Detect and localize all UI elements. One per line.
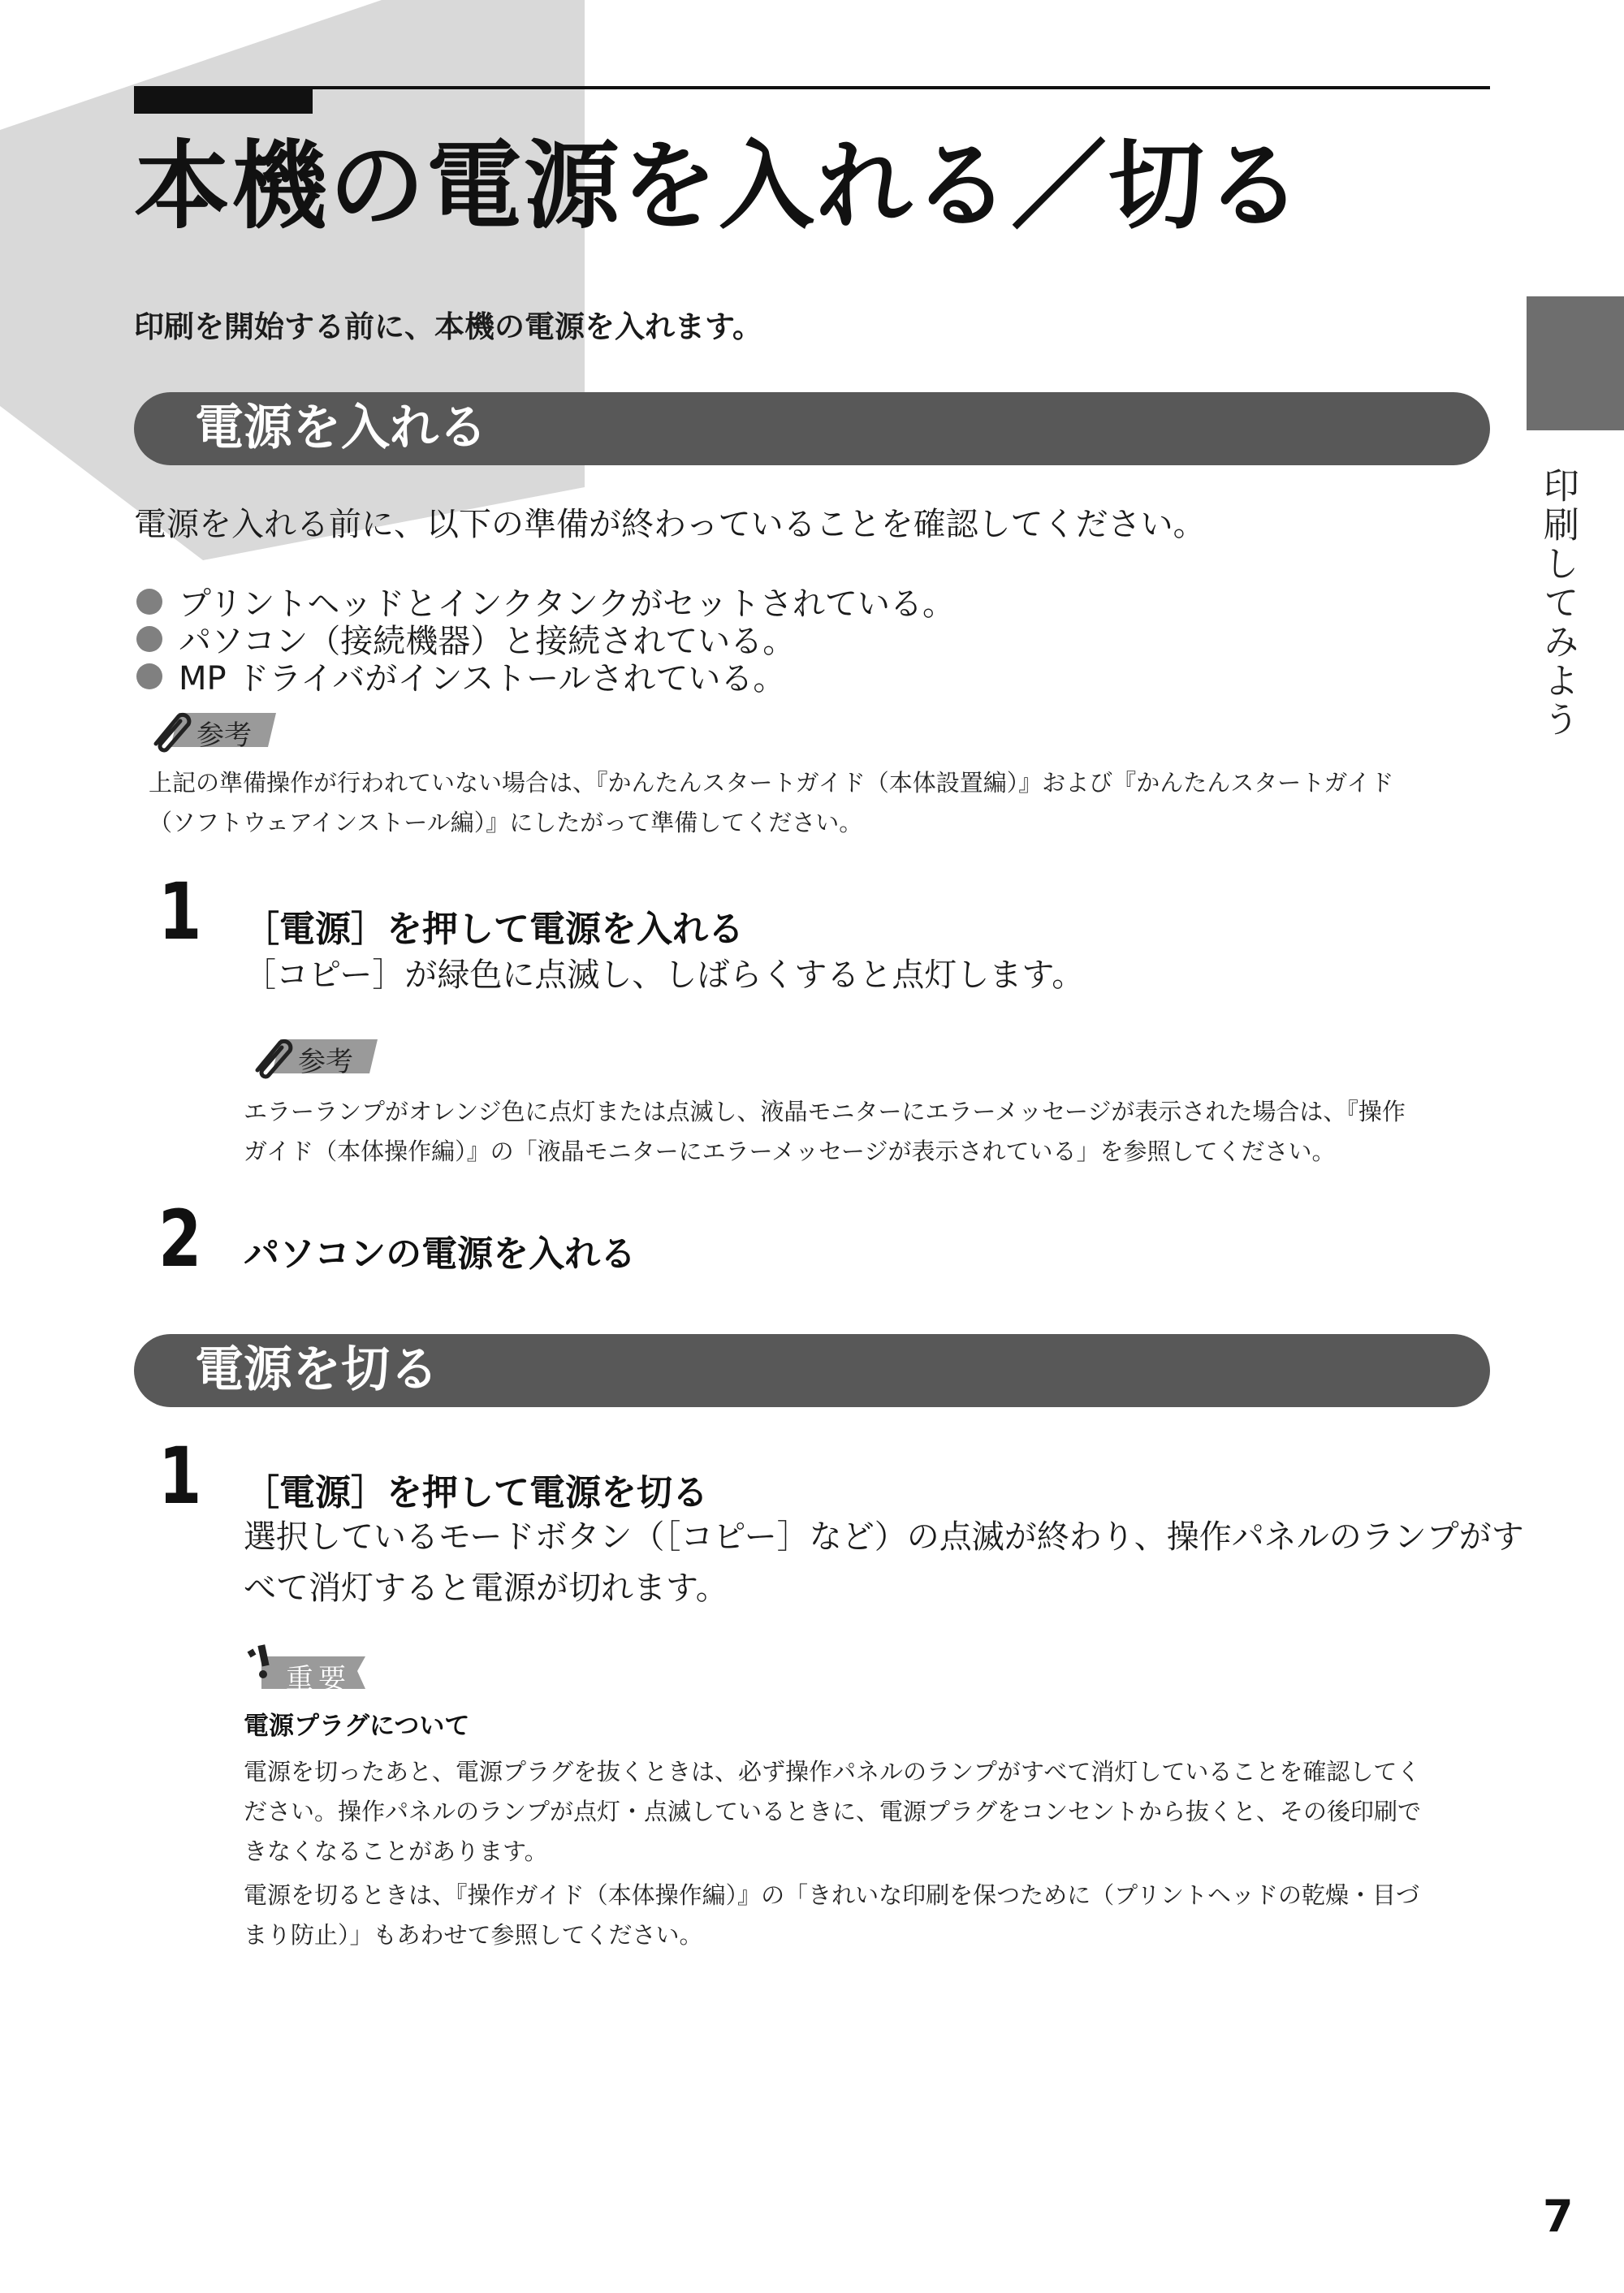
intro-text: 印刷を開始する前に、本機の電源を入れます。 [134, 309, 763, 344]
note-text [244, 1092, 1406, 1172]
header-rule [134, 86, 1490, 89]
list-item-text: パソコン（接続機器）と接続されている。 [179, 623, 796, 660]
section-lead: 電源を入れる前に、以下の準備が終わっていることを確認してください。 [134, 506, 1206, 543]
step-body-line: 選択しているモードボタン（［コピー］など）の点滅が終わり、操作パネルのランプがす [244, 1518, 1524, 1556]
bullet-icon [136, 663, 162, 689]
list-item-text: プリントヘッドとインクタンクがセットされている。 [179, 585, 955, 623]
note-line: ださい。操作パネルのランプが点灯・点滅しているときに、電源プラグをコンセントから抜くと、その後印刷で [244, 1798, 1422, 1825]
note-line: まり防止）」もあわせて参照してください。 [244, 1921, 703, 1949]
chapter-tab [1527, 296, 1624, 430]
important-paragraph [244, 1876, 1419, 1955]
chapter-tab-label: 印刷してみよう [1537, 467, 1579, 740]
note-line: （ソフトウェアインストール編）』にしたがって準備してください。 [149, 809, 863, 836]
step-number: 2 [158, 1194, 202, 1285]
note-line: 電源を切るときは、『操作ガイド（本体操作編）』の「きれいな印刷を保つために（プリントヘッドの乾燥・目づ [244, 1881, 1419, 1909]
step-body-line: べて消灯すると電源が切れます。 [244, 1570, 728, 1607]
note-badge [248, 1031, 378, 1082]
page-title: 本機の電源を入れる／切る [134, 130, 1304, 242]
important-label: 重要 [286, 1663, 351, 1695]
note-label: 参考 [197, 719, 252, 752]
note-line: ガイド（本体操作編）』の「液晶モニターにエラーメッセージが表示されている」を参照してください。 [244, 1138, 1336, 1165]
note-line: 上記の準備操作が行われていない場合は、『かんたんスタートガイド（本体設置編）』および『かんたんスタートガイド [149, 769, 1394, 797]
important-badge [244, 1642, 374, 1697]
important-heading: 電源プラグについて [244, 1712, 470, 1741]
note-badge [146, 705, 276, 755]
section-title-power-off: 電源を切る [195, 1341, 438, 1398]
step-heading: ［電源］を押して電源を切る [244, 1472, 708, 1514]
note-text [149, 763, 1394, 843]
step-heading: パソコンの電源を入れる [244, 1233, 637, 1275]
list-item [136, 653, 785, 699]
header-accent-bar [134, 88, 313, 114]
step-body: ［コピー］が緑色に点滅し、しばらくすると点灯します。 [244, 956, 1085, 994]
step-heading: ［電源］を押して電源を入れる [244, 909, 744, 950]
important-paragraph [244, 1752, 1421, 1872]
page-number: 7 [1543, 2191, 1574, 2242]
step-number: 1 [158, 866, 202, 957]
note-label: 参考 [298, 1046, 353, 1078]
section-title-power-on: 電源を入れる [195, 399, 487, 456]
note-line: エラーランプがオレンジ色に点灯または点滅し、液晶モニターにエラーメッセージが表示された場合は、『操作 [244, 1098, 1406, 1125]
step-number: 1 [158, 1431, 202, 1522]
bullet-icon [136, 589, 162, 615]
list-item-text: MP ドライバがインストールされている。 [179, 660, 786, 697]
note-line: 電源を切ったあと、電源プラグを抜くときは、必ず操作パネルのランプがすべて消灯していることを確認してく [244, 1758, 1421, 1786]
bullet-icon [136, 626, 162, 652]
step-body [244, 1512, 1524, 1614]
note-line: きなくなることがあります。 [244, 1837, 548, 1865]
